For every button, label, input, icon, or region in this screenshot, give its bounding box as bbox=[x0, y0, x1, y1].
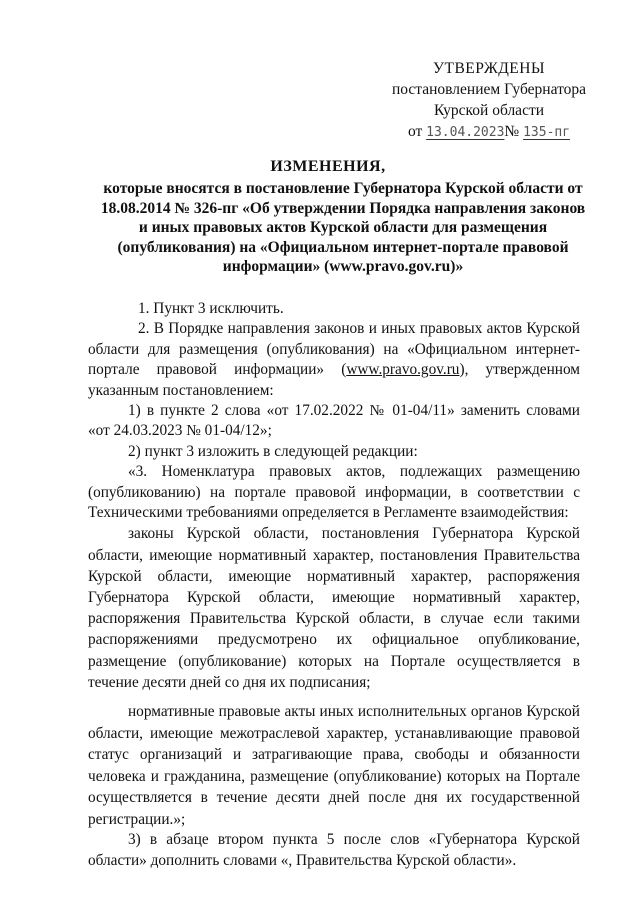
approval-number-sign: № bbox=[504, 123, 520, 140]
approval-heading: УТВЕРЖДЕНЫ bbox=[433, 60, 545, 77]
paragraph-3: 1) в пункте 2 слова «от 17.02.2022 № 01-04/11» заменить словами «от 24.03.2023 № 01-04/12»; bbox=[88, 402, 580, 440]
document-title: ИЗМЕНЕНИЯ, bbox=[270, 158, 386, 175]
paragraph-2: 2. В Порядке направления законов и иных правовых актов Курской области для размещения (опубликования) на «Официальном интернет-портале правовой информации» (www.pravo.gov.ru), утвержденном указанным постановлением: bbox=[88, 320, 580, 399]
document-body bbox=[88, 299, 580, 871]
paragraph-6: законы Курской области, постановления Губернатора Курской области, имеющие нормативный характер, постановления Правительства Курской области, имеющие нормативный характер, распоряжения Губернатора Курской области, имеющие нормативный характер, распоряжения Правительства Курской области, в случае если такими распоряжениями предусмотрено их официальное опубликование, размещение (опубликование) которых на Портале осуществляется в течение десяти дней со дня их подписания; bbox=[88, 525, 580, 691]
paragraph-4: 2) пункт 3 изложить в следующей редакции: bbox=[128, 442, 418, 460]
paragraph-1: 1. Пункт 3 исключить. bbox=[138, 300, 284, 317]
approval-line-2: Курской области bbox=[433, 102, 545, 119]
approval-date: 13.04.2023 bbox=[426, 125, 505, 140]
paragraph-5: «3. Номенклатура правовых актов, подлежащих размещению (опубликованию) на портале правовой информации, в соответствии с Техническими требованиями определяется в Регламенте взаимодействия: bbox=[88, 463, 580, 522]
approval-block bbox=[384, 58, 594, 143]
document-subtitle: которые вносятся в постановление Губернатора Курской области от 18.08.2014 № 326-пг «Об утверждении Порядка направления законов и иных правовых актов Курской области для размещения (опубликования) на «Официальном интернет-портале правовой информации» (www.pravo.gov.ru)» bbox=[100, 180, 586, 275]
approval-number: 135-пг bbox=[523, 125, 571, 140]
paragraph-8: 3) в абзаце втором пункта 5 после слов «Губернатора Курской области» дополнить словами «, Правительства Курской области». bbox=[88, 831, 580, 869]
approval-date-line bbox=[384, 121, 594, 143]
approval-line-1: постановлением Губернатора bbox=[391, 81, 587, 98]
approval-prefix: от bbox=[407, 123, 423, 140]
pravo-gov-link[interactable]: www.pravo.gov.ru bbox=[346, 361, 460, 379]
paragraph-7: нормативные правовые акты иных исполнительных органов Курской области, имеющие межотраслевой характер, устанавливающие правовой статус организаций и затрагивающие права, свободы и обязанности человека и гражданина, размещение (опубликование) которых на Портале осуществляется в течение десяти дней после дня их государственной регистрации.»; bbox=[88, 703, 580, 828]
